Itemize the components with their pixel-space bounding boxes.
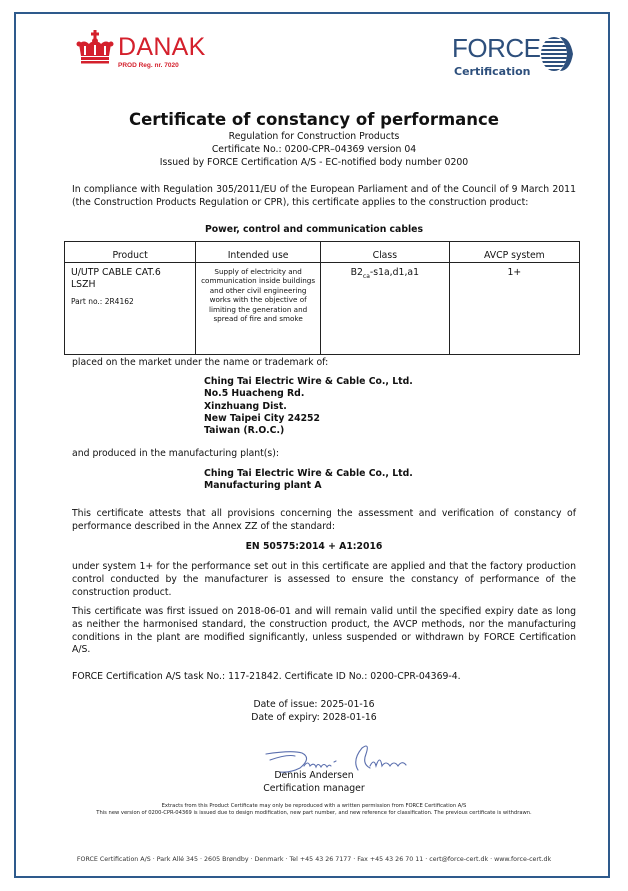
address-line: No.5 Huacheng Rd. xyxy=(204,388,305,400)
validity-paragraph: This certificate was first issued on 2018-06-01 and will remain valid until the specified expiry date as long as neither the harmonised standard, the construction product, the AVCP methods, nor the manufacturing conditions in the plant are modified significantly, unless suspended or withdrawn by FORCE Certification A/S. xyxy=(72,606,576,656)
address-line: Taiwan (R.O.C.) xyxy=(204,425,285,437)
intro-paragraph: In compliance with Regulation 305/2011/EU of the European Parliament and of the Council of 9 March 2011 (the Construction Products Regulation or CPR), this certificate applies to the construction product: xyxy=(72,184,576,208)
danak-logo-text: DANAK xyxy=(118,33,206,61)
header-avcp: AVCP system xyxy=(449,242,579,263)
part-number: Part no.: 2R4162 xyxy=(71,297,134,306)
crown-icon xyxy=(76,30,114,64)
header-intended-use: Intended use xyxy=(196,242,321,263)
plant-line: Ching Tai Electric Wire & Cable Co., Ltd. xyxy=(204,468,413,479)
cell-avcp xyxy=(449,263,579,355)
class-main: B2 xyxy=(350,267,363,278)
date-of-issue: Date of issue: 2025-01-16 xyxy=(253,699,375,710)
header-product: Product xyxy=(65,242,196,263)
product-table xyxy=(64,241,580,355)
standard-reference: EN 50575:2014 + A1:2016 xyxy=(245,541,383,552)
signatory-block xyxy=(0,770,628,795)
class-rest: -s1a,d1,a1 xyxy=(369,267,420,278)
signatory-name: Dennis Andersen xyxy=(274,770,354,781)
page-title: Certificate of constancy of performance xyxy=(128,110,500,129)
plant-line: Manufacturing plant A xyxy=(204,480,322,492)
footer-contact: FORCE Certification A/S · Park Allé 345 · 2605 Brøndby · Denmark · Tel +45 43 26 7177 · Fax +45 43 26 70 11 · cert@force-cert.dk · www.force-cert.dk xyxy=(76,856,552,863)
address-line: Ching Tai Electric Wire & Cable Co., Ltd. xyxy=(204,376,413,387)
table-row xyxy=(65,263,580,355)
plant-address xyxy=(204,468,413,493)
product-name-line1: U/UTP CABLE CAT.6 xyxy=(71,267,161,278)
cell-intended-use xyxy=(196,263,321,355)
class-value xyxy=(322,267,448,280)
intended-use-text: Supply of electricity and communication inside buildings and other civil engineering works with the objective of limiting the generation and spread of fire and smoke xyxy=(201,267,316,324)
trademark-address xyxy=(204,376,413,437)
danak-registration: PROD Reg. nr. 7020 xyxy=(118,62,179,69)
system-paragraph: under system 1+ for the performance set out in this certificate are applied and that the factory production control conducted by the manufacturer is assessed to ensure the constancy of performance of the construction product. xyxy=(72,561,576,598)
force-logo-text: FORCE xyxy=(452,33,541,63)
regulation-line: Regulation for Construction Products xyxy=(228,131,400,142)
fine-print xyxy=(0,803,628,817)
task-line: FORCE Certification A/S task No.: 117-21842. Certificate ID No.: 0200-CPR-04369-4. xyxy=(72,671,461,682)
address-line: New Taipei City 24252 xyxy=(204,412,320,424)
date-of-expiry: Date of expiry: 2028-01-16 xyxy=(251,711,377,723)
market-label: placed on the market under the name or trademark of: xyxy=(72,357,329,368)
globe-icon xyxy=(540,34,574,74)
header-class: Class xyxy=(320,242,449,263)
certificate-number: Certificate No.: 0200-CPR–04369 version 04 xyxy=(211,144,417,155)
avcp-value: 1+ xyxy=(507,267,522,278)
product-family: Power, control and communication cables xyxy=(204,224,424,235)
fine-print-line: This new version of 0200-CPR-04369 is issued due to design modification, new part number, and new reference for classification. The previous certificate is withdrawn. xyxy=(96,810,532,816)
cell-product xyxy=(65,263,196,355)
attest-paragraph: This certificate attests that all provisions concerning the assessment and verification of constancy of performance described in the Annex ZZ of the standard: xyxy=(72,508,576,532)
product-name-line2: LSZH xyxy=(71,279,96,290)
cell-class xyxy=(320,263,449,355)
issuer-line: Issued by FORCE Certification A/S - EC-notified body number 0200 xyxy=(159,157,469,168)
date-block xyxy=(0,699,628,724)
plant-label: and produced in the manufacturing plant(s): xyxy=(72,448,280,459)
fine-print-line: Extracts from this Product Certificate may only be reproduced with a written permission from FORCE Certification A/S xyxy=(161,803,467,809)
table-header-row xyxy=(65,242,580,263)
address-line: Xinzhuang Dist. xyxy=(204,400,287,412)
force-logo-subtitle: Certification xyxy=(454,65,531,78)
signatory-role: Certification manager xyxy=(263,782,365,794)
class-subscript: ca xyxy=(362,272,370,280)
